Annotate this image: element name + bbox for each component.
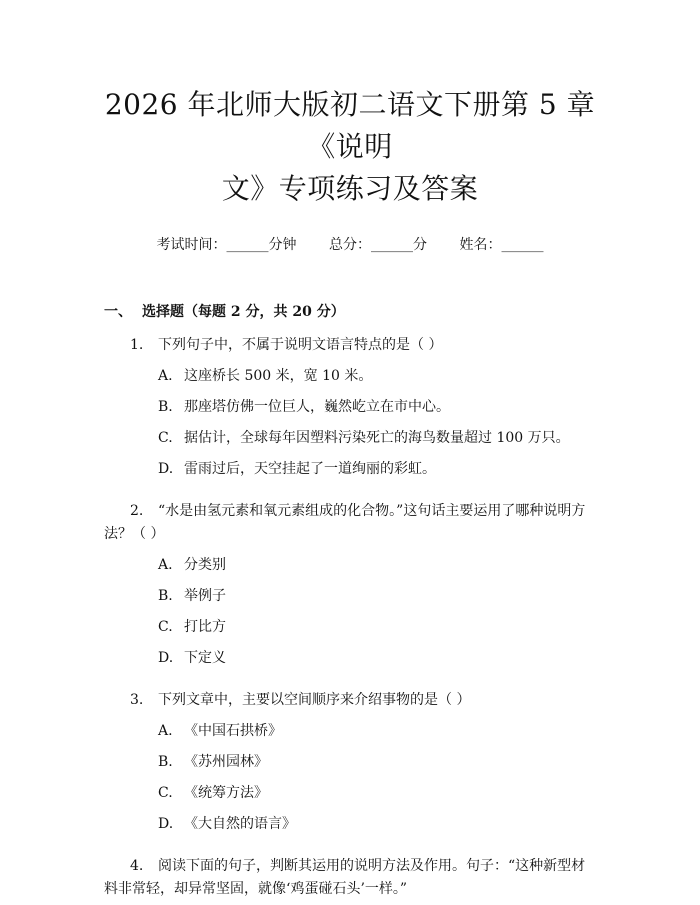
option-letter: B.	[158, 399, 173, 415]
option-letter: D.	[158, 650, 174, 666]
option-letter: A.	[158, 557, 173, 573]
option-letter: B.	[158, 588, 173, 604]
option	[158, 721, 596, 752]
option	[158, 555, 596, 586]
option-text: 这座桥长 500 米，宽 10 米。	[184, 368, 373, 384]
option-text: 举例子	[184, 588, 226, 604]
option	[158, 459, 596, 490]
option-text: 下定义	[184, 650, 226, 666]
option-text: 《统筹方法》	[184, 785, 268, 801]
question-number: 4.	[130, 858, 144, 874]
question-number: 1.	[130, 337, 144, 353]
option	[158, 648, 596, 679]
option-letter: D.	[158, 461, 174, 477]
option-letter: C.	[158, 430, 173, 446]
option	[158, 397, 596, 428]
option	[158, 428, 596, 459]
question-number: 3.	[130, 692, 144, 708]
option-letter: B.	[158, 754, 173, 770]
option-text: 据估计，全球每年因塑料污染死亡的海鸟数量超过 100 万只。	[184, 430, 570, 446]
option-text: 《苏州园林》	[184, 754, 268, 770]
question-text: 下列文章中，主要以空间顺序来介绍事物的是（ ）	[158, 692, 471, 708]
title-line-1: 2026 年北师大版初二语文下册第 5 章《说明	[104, 88, 596, 163]
question-1-options	[104, 366, 596, 490]
option	[158, 752, 596, 783]
question-2-options	[104, 555, 596, 679]
question-text: 下列句子中，不属于说明文语言特点的是（ ）	[158, 337, 443, 353]
option-letter: A.	[158, 368, 173, 384]
question-3-options	[104, 721, 596, 845]
option-text: 分类别	[184, 557, 226, 573]
section-heading	[104, 302, 596, 322]
question-number: 2.	[130, 503, 144, 519]
question-4	[104, 855, 596, 901]
section-number: 一、	[104, 304, 132, 320]
document-title	[104, 84, 596, 210]
option-text: 《大自然的语言》	[184, 816, 296, 832]
question-2	[104, 500, 596, 546]
exam-meta	[104, 235, 596, 255]
option	[158, 783, 596, 814]
student-name: 姓名：______	[459, 237, 544, 253]
title-line-2: 文》专项练习及答案	[221, 172, 479, 205]
option-letter: C.	[158, 785, 173, 801]
section-title: 选择题（每题 2 分，共 20 分）	[142, 304, 345, 320]
option-letter: C.	[158, 619, 173, 635]
option	[158, 366, 596, 397]
option-letter: D.	[158, 816, 174, 832]
total-score: 总分：______分	[329, 237, 427, 253]
option	[158, 814, 596, 845]
option-letter: A.	[158, 723, 173, 739]
exam-time: 考试时间：______分钟	[156, 237, 297, 253]
question-3	[104, 689, 596, 712]
option-text: 雷雨过后，天空挂起了一道绚丽的彩虹。	[184, 461, 436, 477]
question-1	[104, 334, 596, 357]
option	[158, 586, 596, 617]
question-text: “水是由氢元素和氧元素组成的化合物。”这句话主要运用了哪种说明方法？（ ）	[104, 503, 586, 542]
question-text: 阅读下面的句子，判断其运用的说明方法及作用。句子：“这种新型材料非常轻，却异常坚固，就像‘鸡蛋碰石头’一样。”	[104, 858, 586, 897]
option-text: 《中国石拱桥》	[184, 723, 282, 739]
option-text: 打比方	[184, 619, 226, 635]
option	[158, 617, 596, 648]
option-text: 那座塔仿佛一位巨人，巍然屹立在市中心。	[184, 399, 450, 415]
